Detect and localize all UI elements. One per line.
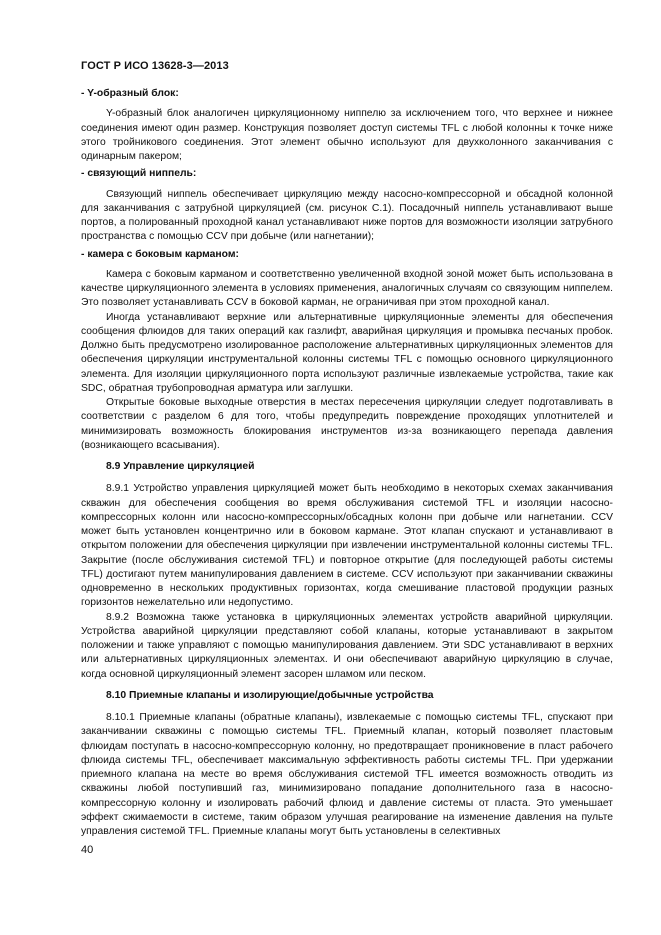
paragraph: 8.10.1 Приемные клапаны (обратные клапаны), извлекаемые с помощью системы TFL, спускают при заканчивании скважины с помощью системы TFL. Приемный клапан, который позволяет пластовым флюидам поступать в насосно-компрессорную колонну, но предотвращает проникновение в пласт рабочего флюида системы TFL, обеспечивает максимальную эффективность работы системы TFL. При удержании приемного клапана на месте во время обслуживания системой TFL имеется возможность отводить из скважины любой поступивший газ, минимизировано попадание дополнительного газа в насосно-компрессорную колонну и изолировать рабочий флюид и давление системы от пласта. Это уменьшает эффект сжимаемости в системе, таким образом улучшая реагирование на изменение давления на пульте управления системой TFL. Приемные клапаны могут быть установлены в селективных: [81, 712, 613, 837]
document-body: [81, 84, 613, 839]
section-heading: 8.9 Управление циркуляцией: [106, 461, 255, 472]
paragraph: Камера с боковым карманом и соответственно увеличенной входной зоной может быть использована в качестве циркуляционного элемента в условиях применения, аналогичных случаям со связующим ниппелем. Это позволяет устанавливать CCV в боковой карман, не ограничивая при этом проходной канал.: [81, 268, 613, 309]
paragraph: 8.9.2 Возможна также установка в циркуляционных элементах устройств аварийной циркуляции. Устройства аварийной циркуляции представляют собой клапаны, которые устанавливают в закрытом положении и также управляют с помощью манипулирования давлением. Эти SDC устанавливают в верхних или альтернативных циркуляционных элементах. И они обеспечивают аварийную циркуляцию в случае, когда основной циркуляционный элемент засорен шламом или песком.: [81, 611, 613, 680]
list-item-heading: - связующий ниппель:: [81, 168, 197, 180]
paragraph: Связующий ниппель обеспечивает циркуляцию между насосно-компрессорной и обсадной колонной для заканчивания с затрубной циркуляцией (см. рисунок С.1). Посадочный ниппель устанавливают выше портов, а полированный проходной канал устанавливают ниже портов для возможности изоляции затрубного пространства с помощью CCV при добыче (или нагнетании);: [81, 188, 613, 243]
paragraph: 8.9.1 Устройство управления циркуляцией может быть необходимо в некоторых схемах заканчивания скважин для обеспечения сообщения во время обслуживания системой TFL и изоляции насосно-компрессорных колонн или насосно-компрессорных/обсадных колонн при добыче или нагнетании. CCV может быть установлен концентрично или в боковом кармане. Этот клапан спускают и устанавливают в открытом положении для обеспечения циркуляции при извлечении инструментальной колонны системы TFL. Закрытие (после обслуживания системой TFL) и повторное открытие (для последующей работы системы TFL) достигают путем манипулирования давлением в системе. CCV используют при заканчивании скважины одновременно в нескольких продуктивных горизонтах, когда смешивание пластовой продукции разных горизонтов нежелательно или недопустимо.: [81, 483, 613, 609]
page-number: 40: [81, 844, 94, 856]
paragraph: Y-образный блок аналогичен циркуляционному ниппелю за исключением того, что верхнее и нижнее соединения имеют один размер. Конструкция позволяет доступ системы TFL с любой колонны к точке ниже этого тройникового соединения. Этот элемент обычно используют для двухколонного заканчивания с одинарным пакером;: [81, 108, 613, 162]
document-header: ГОСТ Р ИСО 13628-3—2013: [81, 60, 229, 72]
section-heading: 8.10 Приемные клапаны и изолирующие/добычные устройства: [106, 689, 434, 701]
paragraph: Открытые боковые выходные отверстия в местах пересечения циркуляции следует подготавливать в соответствии с разделом 6 для того, чтобы предупредить повреждение проходящих уплотнителей и минимизировать возможность блокирования инструментов из-за возникающего перепада давления (возникающего всасывания).: [81, 397, 613, 451]
paragraph: Иногда устанавливают верхние или альтернативные циркуляционные элементы для обеспечения сообщения флюидов для таких операций как газлифт, аварийная циркуляция и промывка песчаных пробок. Должно быть предусмотрено изолированное расположение альтернативных циркуляционных элементов для обеспечения циркуляции инструментальной колонны системы TFL с помощью основного циркуляционного элемента. Для изоляции циркуляционного порта используют различные извлекаемые устройства, такие как SDC, обратная трубопроводная арматура или заглушки.: [81, 311, 613, 394]
list-item-heading: - Y-образный блок:: [81, 88, 179, 99]
list-item-heading: - камера с боковым карманом:: [81, 248, 239, 260]
